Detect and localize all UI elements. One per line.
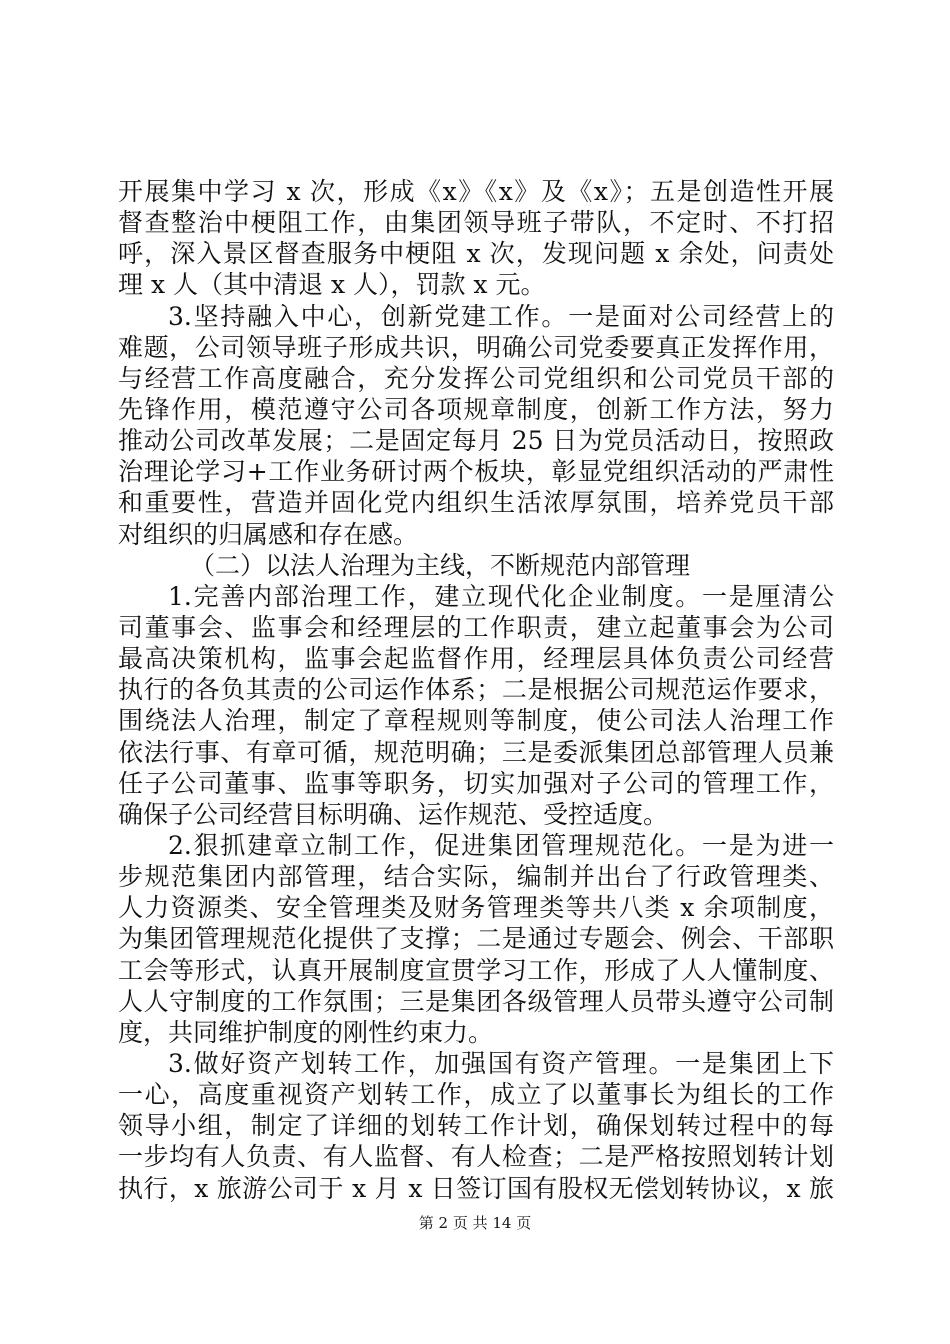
text-line: 工会等形式，认真开展制度宣贯学习工作，形成了人人懂制度、 — [118, 955, 834, 985]
text-line: 2.狠抓建章立制工作，促进集团管理规范化。一是为进一 — [168, 830, 834, 860]
document-body — [118, 176, 834, 1204]
text-line: 依法行事、有章可循，规范明确；三是委派集团总部管理人员兼 — [118, 737, 834, 767]
text-line: 一心，高度重视资产划转工作，成立了以董事长为组长的工作 — [118, 1080, 834, 1110]
text-line: 与经营工作高度融合，充分发挥公司党组织和公司党员干部的 — [118, 363, 834, 393]
text-line: 确保子公司经营目标明确、运作规范、受控适度。 — [118, 799, 669, 829]
text-line: 一步均有人负责、有人监督、有人检查；二是严格按照划转计划 — [118, 1142, 834, 1172]
text-line: 和重要性，营造并固化党内组织生活浓厚氛围，培养党员干部 — [118, 488, 834, 518]
text-line: 人人守制度的工作氛围；三是集团各级管理人员带头遵守公司制 — [118, 986, 834, 1016]
text-line: 1.完善内部治理工作，建立现代化企业制度。一是厘清公 — [168, 581, 834, 611]
text-line: 对组织的归属感和存在感。 — [118, 519, 419, 549]
text-line: 领导小组，制定了详细的划转工作计划，确保划转过程中的每 — [118, 1111, 834, 1141]
text-line: 步规范集团内部管理，结合实际，编制并出台了行政管理类、 — [118, 862, 834, 892]
text-line: 为集团管理规范化提供了支撑；二是通过专题会、例会、干部职 — [118, 924, 834, 954]
text-line: 难题，公司领导班子形成共识，明确公司党委要真正发挥作用， — [118, 332, 834, 362]
text-line: 任子公司董事、监事等职务，切实加强对子公司的管理工作， — [118, 768, 834, 798]
text-line: 先锋作用，模范遵守公司各项规章制度，创新工作方法，努力 — [118, 394, 834, 424]
text-line: 呼，深入景区督查服务中梗阻 x 次，发现问题 x 余处，问责处 — [118, 239, 834, 269]
text-line: 执行，x 旅游公司于 x 月 x 日签订国有股权无偿划转协议，x 旅 — [118, 1173, 834, 1203]
text-line: 人力资源类、安全管理类及财务管理类等共八类 x 余项制度， — [118, 893, 834, 923]
text-line: 3.做好资产划转工作，加强国有资产管理。一是集团上下 — [168, 1048, 834, 1078]
text-line: 围绕法人治理，制定了章程规则等制度，使公司法人治理工作 — [118, 706, 834, 736]
text-line: 3.坚持融入中心，创新党建工作。一是面对公司经营上的 — [168, 301, 834, 331]
text-line: 治理论学习+工作业务研讨两个板块，彰显党组织活动的严肃性 — [118, 457, 834, 487]
text-line: 执行的各负其责的公司运作体系；二是根据公司规范运作要求， — [118, 675, 834, 705]
text-line: 司董事会、监事会和经理层的工作职责，建立起董事会为公司 — [118, 612, 834, 642]
section-heading: （二）以法人治理为主线，不断规范内部管理 — [190, 550, 691, 580]
text-line: 理 x 人（其中清退 x 人），罚款 x 元。 — [118, 270, 546, 300]
text-line: 最高决策机构，监事会起监督作用，经理层具体负责公司经营 — [118, 644, 834, 674]
text-line: 督查整治中梗阻工作，由集团领导班子带队，不定时、不打招 — [118, 208, 834, 238]
text-line: 度，共同维护制度的刚性约束力。 — [118, 1017, 494, 1047]
page-number-footer: 第 2 页 共 14 页 — [418, 1214, 532, 1232]
text-line: 开展集中学习 x 次，形成《x》《x》及《x》；五是创造性开展 — [118, 177, 834, 206]
text-line: 推动公司改革发展；二是固定每月 25 日为党员活动日，按照政 — [118, 426, 834, 456]
